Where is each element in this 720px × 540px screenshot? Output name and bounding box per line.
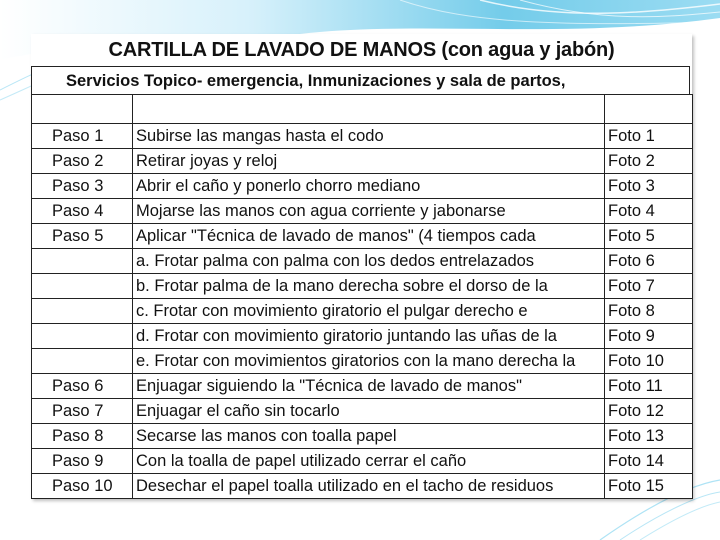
document-title: CARTILLA DE LAVADO DE MANOS (con agua y jabón) xyxy=(108,39,615,61)
foto-cell: Foto 13 xyxy=(605,424,693,449)
foto-cell: Foto 9 xyxy=(605,324,693,349)
foto-cell: Foto 2 xyxy=(605,149,693,174)
description-cell: Retirar joyas y reloj xyxy=(133,149,605,174)
paso-cell: Paso 3 xyxy=(32,174,133,199)
description-cell: Subirse las mangas hasta el codo xyxy=(133,124,605,149)
paso-cell: Paso 9 xyxy=(32,449,133,474)
description-cell: Aplicar "Técnica de lavado de manos" (4 tiempos cada xyxy=(133,224,605,249)
table-row xyxy=(32,249,693,274)
paso-cell xyxy=(32,95,133,124)
paso-cell: Paso 5 xyxy=(32,224,133,249)
foto-cell: Foto 11 xyxy=(605,374,693,399)
description-cell: Con la toalla de papel utilizado cerrar el caño xyxy=(133,449,605,474)
foto-cell xyxy=(605,95,693,124)
foto-cell: Foto 7 xyxy=(605,274,693,299)
table-row xyxy=(32,324,693,349)
table-row xyxy=(32,95,693,124)
description-cell: b. Frotar palma de la mano derecha sobre el dorso de la xyxy=(133,274,605,299)
table-row xyxy=(32,474,693,499)
paso-cell: Paso 10 xyxy=(32,474,133,499)
table-row xyxy=(32,149,693,174)
foto-cell: Foto 1 xyxy=(605,124,693,149)
paso-cell xyxy=(32,249,133,274)
table-row xyxy=(32,174,693,199)
foto-cell: Foto 5 xyxy=(605,224,693,249)
foto-cell: Foto 8 xyxy=(605,299,693,324)
handwashing-chart-sheet xyxy=(31,34,692,499)
table-row xyxy=(32,124,693,149)
paso-cell: Paso 7 xyxy=(32,399,133,424)
table-row xyxy=(32,274,693,299)
paso-cell: Paso 8 xyxy=(32,424,133,449)
description-cell: Abrir el caño y ponerlo chorro mediano xyxy=(133,174,605,199)
table-row xyxy=(32,299,693,324)
paso-cell: Paso 6 xyxy=(32,374,133,399)
table-row xyxy=(32,424,693,449)
foto-cell: Foto 3 xyxy=(605,174,693,199)
document-subtitle: Servicios Topico- emergencia, Inmunizaciones y sala de partos, xyxy=(31,66,690,94)
table-row xyxy=(32,399,693,424)
paso-cell: Paso 2 xyxy=(32,149,133,174)
description-cell: Enjuagar siguiendo la "Técnica de lavado de manos" xyxy=(133,374,605,399)
table-row xyxy=(32,349,693,374)
description-cell: d. Frotar con movimiento giratorio juntando las uñas de la xyxy=(133,324,605,349)
paso-cell: Paso 4 xyxy=(32,199,133,224)
foto-cell: Foto 10 xyxy=(605,349,693,374)
foto-cell: Foto 6 xyxy=(605,249,693,274)
foto-cell: Foto 14 xyxy=(605,449,693,474)
steps-table xyxy=(31,94,693,499)
description-cell: Enjuagar el caño sin tocarlo xyxy=(133,399,605,424)
paso-cell: Paso 1 xyxy=(32,124,133,149)
table-row xyxy=(32,449,693,474)
table-row xyxy=(32,374,693,399)
description-cell: Mojarse las manos con agua corriente y jabonarse xyxy=(133,199,605,224)
description-cell: Desechar el papel toalla utilizado en el tacho de residuos xyxy=(133,474,605,499)
description-cell: e. Frotar con movimientos giratorios con la mano derecha la xyxy=(133,349,605,374)
paso-cell xyxy=(32,324,133,349)
table-row xyxy=(32,199,693,224)
foto-cell: Foto 4 xyxy=(605,199,693,224)
foto-cell: Foto 15 xyxy=(605,474,693,499)
description-cell: c. Frotar con movimiento giratorio el pulgar derecho e xyxy=(133,299,605,324)
description-cell xyxy=(133,95,605,124)
paso-cell xyxy=(32,299,133,324)
paso-cell xyxy=(32,274,133,299)
description-cell: a. Frotar palma con palma con los dedos entrelazados xyxy=(133,249,605,274)
foto-cell: Foto 12 xyxy=(605,399,693,424)
description-cell: Secarse las manos con toalla papel xyxy=(133,424,605,449)
paso-cell xyxy=(32,349,133,374)
table-row xyxy=(32,224,693,249)
